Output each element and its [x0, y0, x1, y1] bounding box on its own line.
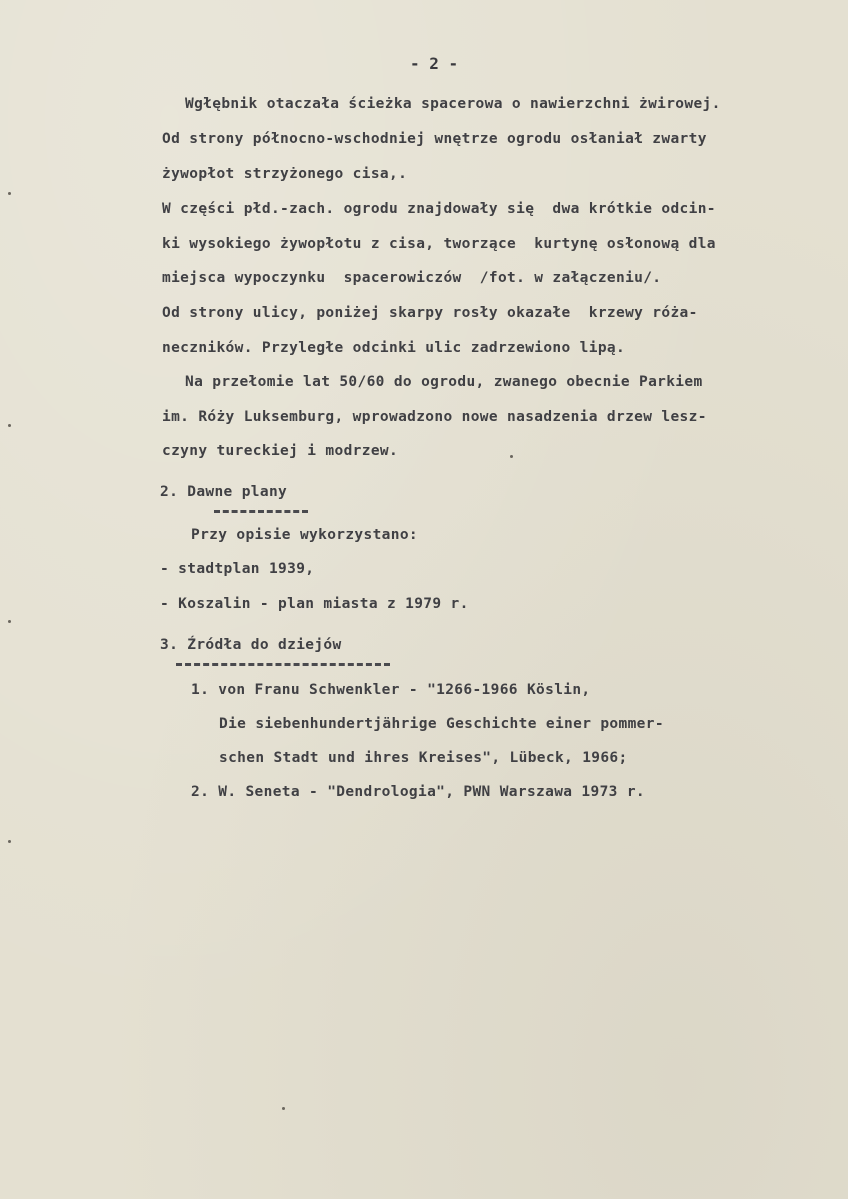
section-3-item: Die siebenhundertjährige Geschichte einer pommer-: [219, 716, 664, 732]
section-2-heading: 2. Dawne plany: [160, 484, 288, 500]
section-3-item: schen Stadt und ihres Kreises", Lübeck, 1966;: [219, 750, 628, 766]
section-3-heading: 3. Źródła do dziejów: [160, 637, 342, 653]
paper-speck: [8, 620, 11, 623]
paper-speck: [8, 192, 11, 195]
section-3-heading-underline: [176, 663, 390, 666]
section-3-item: 2. W. Seneta - "Dendrologia", PWN Warszawa 1973 r.: [191, 784, 645, 800]
paragraph-line: Na przełomie lat 50/60 do ogrodu, zwanego obecnie Parkiem: [185, 374, 703, 390]
section-2-heading-underline: [214, 510, 308, 513]
paragraph-line: im. Róży Luksemburg, wprowadzono nowe nasadzenia drzew lesz-: [162, 409, 707, 425]
paragraph-line: W części płd.-zach. ogrodu znajdowały się dwa krótkie odcin-: [162, 201, 716, 217]
section-3-item: 1. von Franu Schwenkler - "1266-1966 Köslin,: [191, 682, 591, 698]
paragraph-line: neczników. Przyległe odcinki ulic zadrzewiono lipą.: [162, 340, 626, 356]
section-2-item: - stadtplan 1939,: [160, 561, 315, 577]
section-2-intro: Przy opisie wykorzystano:: [191, 527, 418, 543]
paper-speck: [8, 840, 11, 843]
paper-speck: [510, 455, 513, 458]
paragraph-line: czyny tureckiej i modrzew.: [162, 443, 399, 459]
paper-speck: [8, 424, 11, 427]
paragraph-line: ki wysokiego żywopłotu z cisa, tworzące kurtynę osłonową dla: [162, 236, 716, 252]
paper-speck: [282, 1107, 285, 1110]
paragraph-line: Wgłębnik otaczała ścieżka spacerowa o nawierzchni żwirowej.: [185, 96, 721, 112]
section-2-item: - Koszalin - plan miasta z 1979 r.: [160, 596, 469, 612]
paragraph-line: żywopłot strzyżonego cisa,.: [162, 166, 408, 182]
paragraph-line: miejsca wypoczynku spacerowiczów /fot. w załączeniu/.: [162, 270, 662, 286]
page-number: - 2 -: [410, 54, 459, 73]
paragraph-line: Od strony północno-wschodniej wnętrze ogrodu osłaniał zwarty: [162, 131, 707, 147]
paragraph-line: Od strony ulicy, poniżej skarpy rosły okazałe krzewy róża-: [162, 305, 698, 321]
